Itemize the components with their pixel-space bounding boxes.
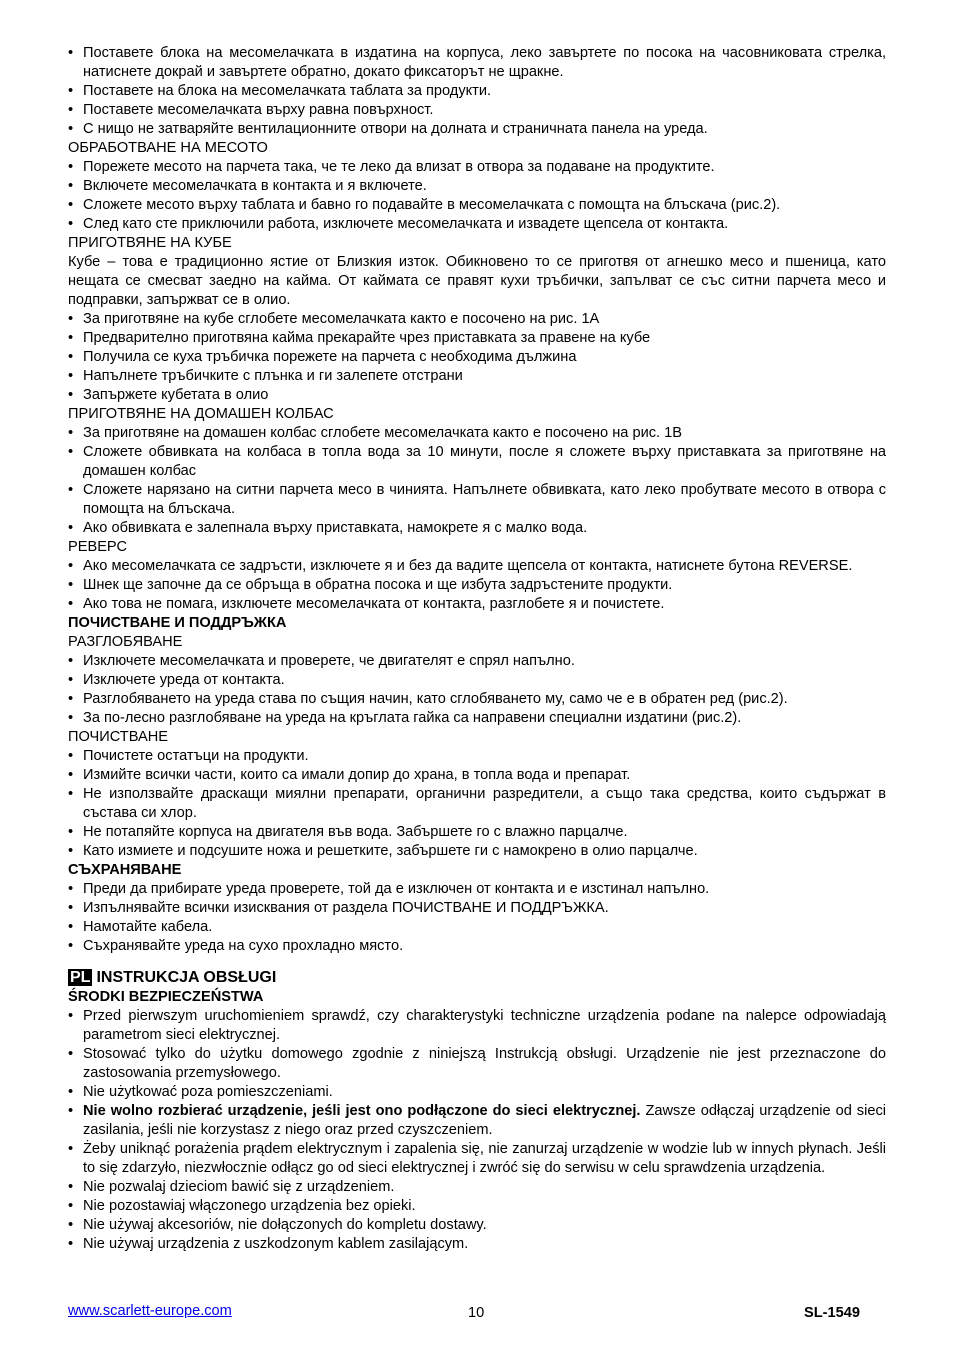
list-item: • Не използвайте драскащи миялни препарати, органични разредители, а също така средства, които съдържат в състава си хлор.: [68, 785, 886, 823]
list-item: • Сложете нарязано на ситни парчета месо в чинията. Напълнете обвивката, като леко пробутвате месото в отвора с помощта на блъскача.: [68, 481, 886, 519]
model-number: SL-1549: [804, 1305, 860, 1321]
pl-list-b: [68, 1140, 886, 1254]
clean-list: [68, 747, 886, 861]
list-item: • Намотайте кабела.: [68, 918, 886, 937]
disassembly-list: [68, 652, 886, 728]
list-item: • Напълнете тръбичките с плънка и ги залепете отстрани: [68, 367, 886, 386]
website-link[interactable]: www.scarlett-europe.com: [68, 1303, 232, 1319]
list-item: • Stosować tylko do użytku domowego zgodnie z niniejszą Instrukcją obsługi. Urządzenie nie jest przeznaczone do zastosowania przemysłowego.: [68, 1045, 886, 1083]
bold-warning: Nie wolno rozbierać urządzenie, jeśli jest ono podłączone do sieci elektrycznej.: [83, 1103, 641, 1119]
pl-list-a: [68, 1007, 886, 1102]
list-item: • Изпълнявайте всички изисквания от раздела ПОЧИСТВАНЕ И ПОДДРЪЖКА.: [68, 899, 886, 918]
list-item: • Сложете обвивката на колбаса в топла вода за 10 минути, после я сложете върху приставката за приготвяне на домашен колбас: [68, 443, 886, 481]
list-item: • Преди да прибирате уреда проверете, той да е изключен от контакта и е изстинал напълно.: [68, 880, 886, 899]
bg-section: [68, 44, 886, 956]
list-item: • Получила се куха тръбичка порежете на парчета с необходима дължина: [68, 348, 886, 367]
list-item: • Żeby uniknąć porażenia prądem elektrycznym i zapalenia się, nie zanurzaj urządzenie w wodzie lub w innych płynach. Jeśli to się zdarzyło, niezwłocznie odłącz go od sieci elektrycznej i zwróć się do serwisu w celu sprawdzenia urządzenia.: [68, 1140, 886, 1178]
list-item: • Изключете уреда от контакта.: [68, 671, 886, 690]
pl-safety-heading: ŚRODKI BEZPIECZEŃSTWA: [68, 989, 264, 1005]
reverse-list: [68, 557, 886, 614]
list-item: • Ако това не помага, изключете месомелачката от контакта, разглобете я и почистете.: [68, 595, 886, 614]
kube-heading: ПРИГОТВЯНЕ НА КУБЕ: [68, 235, 232, 251]
list-item: • С нищо не затваряйте вентилационните отвори на долната и страничната панела на уреда.: [68, 120, 886, 139]
list-item: • Съхранявайте уреда на сухо прохладно място.: [68, 937, 886, 956]
list-item: • Като измиете и подсушите ножа и решетките, забършете ги с намокрено в олио парцалче.: [68, 842, 886, 861]
warning-rest: Zawsze odłączaj urządzenie od sieci zasilania, jeśli nie korzystasz z niego oraz przed czyszczeniem.: [83, 1103, 887, 1138]
meat-heading: ОБРАБОТВАНЕ НА МЕСОТО: [68, 140, 268, 156]
list-item: • Шнек ще започне да се обръща в обратна посока и ще избута задръстените продукти.: [68, 576, 886, 595]
list-item: • Включете месомелачката в контакта и я включете.: [68, 177, 886, 196]
sausage-heading: ПРИГОТВЯНЕ НА ДОМАШЕН КОЛБАС: [68, 406, 334, 422]
list-item: • Ако обвивката е залепнала върху приставката, намокрете я с малко вода.: [68, 519, 886, 538]
list-item: • Nie pozostawiaj włączonego urządzenia bez opieki.: [68, 1197, 886, 1216]
reverse-heading: РЕВЕРС: [68, 539, 128, 555]
list-item: • След като сте приключили работа, изключете месомелачката и извадете щепсела от контакта.: [68, 215, 886, 234]
list-item: • Nie używaj akcesoriów, nie dołączonych do kompletu dostawy.: [68, 1216, 886, 1235]
page-number: 10: [468, 1305, 485, 1321]
list-item: • Nie używaj urządzenia z uszkodzonym kablem zasilającym.: [68, 1235, 886, 1254]
language-tag: PL: [70, 969, 91, 986]
pl-title: INSTRUKCJA OBSŁUGI: [96, 969, 277, 986]
pl-list-bold: [68, 1102, 886, 1140]
list-item: • За приготвяне на кубе сглобете месомелачката както е посочено на рис. 1А: [68, 310, 886, 329]
list-item: • Измийте всички части, които са имали допир до храна, в топла вода и препарат.: [68, 766, 886, 785]
pl-section-title: [68, 967, 886, 988]
list-item: • Поставете на блока на месомелачката таблата за продукти.: [68, 82, 886, 101]
storage-list: [68, 880, 886, 956]
list-item: • Ако месомелачката се задръсти, изключете я и без да вадите щепсела от контакта, натиснете бутона REVERSE.: [68, 557, 886, 576]
assembly-list: [68, 44, 886, 139]
list-item: • Предварително приготвяна кайма прекарайте чрез приставката за правене на кубе: [68, 329, 886, 348]
list-item: • Поставете блока на месомелачката в издатина на корпуса, леко завъртете по посока на часовниковата стрелка, натиснете докрай и завъртете обратно, докато фиксаторът не щракне.: [68, 44, 886, 82]
list-item: • Почистете остатъци на продукти.: [68, 747, 886, 766]
clean-heading: ПОЧИСТВАНЕ: [68, 729, 168, 745]
disassembly-heading: РАЗГЛОБЯВАНЕ: [68, 634, 183, 650]
list-item: • Поставете месомелачката върху равна повърхност.: [68, 101, 886, 120]
sausage-list: [68, 424, 886, 538]
list-item: [68, 1102, 886, 1140]
storage-heading: СЪХРАНЯВАНЕ: [68, 862, 182, 878]
list-item: • Запържете кубетата в олио: [68, 386, 886, 405]
document-page: [68, 44, 886, 1254]
list-item: • За по-лесно разглобяване на уреда на кръглата гайка са направени специални издатини (рис.2).: [68, 709, 886, 728]
cleaning-heading: ПОЧИСТВАНЕ И ПОДДРЪЖКА: [68, 615, 287, 631]
pl-section: [68, 988, 886, 1254]
list-item: • Сложете месото върху таблата и бавно го подавайте в месомелачката с помощта на блъскача (рис.2).: [68, 196, 886, 215]
list-item: • Nie użytkować poza pomieszczeniami.: [68, 1083, 886, 1102]
list-item: • Порежете месото на парчета така, че те леко да влизат в отвора за подаване на продуктите.: [68, 158, 886, 177]
list-item: • Разглобяването на уреда става по същия начин, като сглобяването му, само че е в обратен ред (рис.2).: [68, 690, 886, 709]
list-item: • Nie pozwalaj dzieciom bawić się z urządzeniem.: [68, 1178, 886, 1197]
list-item: • Изключете месомелачката и проверете, че двигателят е спрял напълно.: [68, 652, 886, 671]
kube-intro: Кубе – това е традиционно ястие от Близкия изток. Обикновено то се приготвя от агнешко месо и пшеница, като нещата се смесват заедно на кайма. От каймата се правят кухи тръбички, запълват се със ситни парчета месо и подправки, запържват се в олио.: [68, 254, 886, 308]
list-item: • Не потапяйте корпуса на двигателя във вода. Забършете го с влажно парцалче.: [68, 823, 886, 842]
list-item: • Przed pierwszym uruchomieniem sprawdź, czy charakterystyki techniczne urządzenia podane na nalepce odpowiadają parametrom sieci elektrycznej.: [68, 1007, 886, 1045]
meat-list: [68, 158, 886, 234]
list-item: • За приготвяне на домашен колбас сглобете месомелачката както е посочено на рис. 1В: [68, 424, 886, 443]
kube-list: [68, 310, 886, 405]
page-footer: [68, 1303, 860, 1323]
